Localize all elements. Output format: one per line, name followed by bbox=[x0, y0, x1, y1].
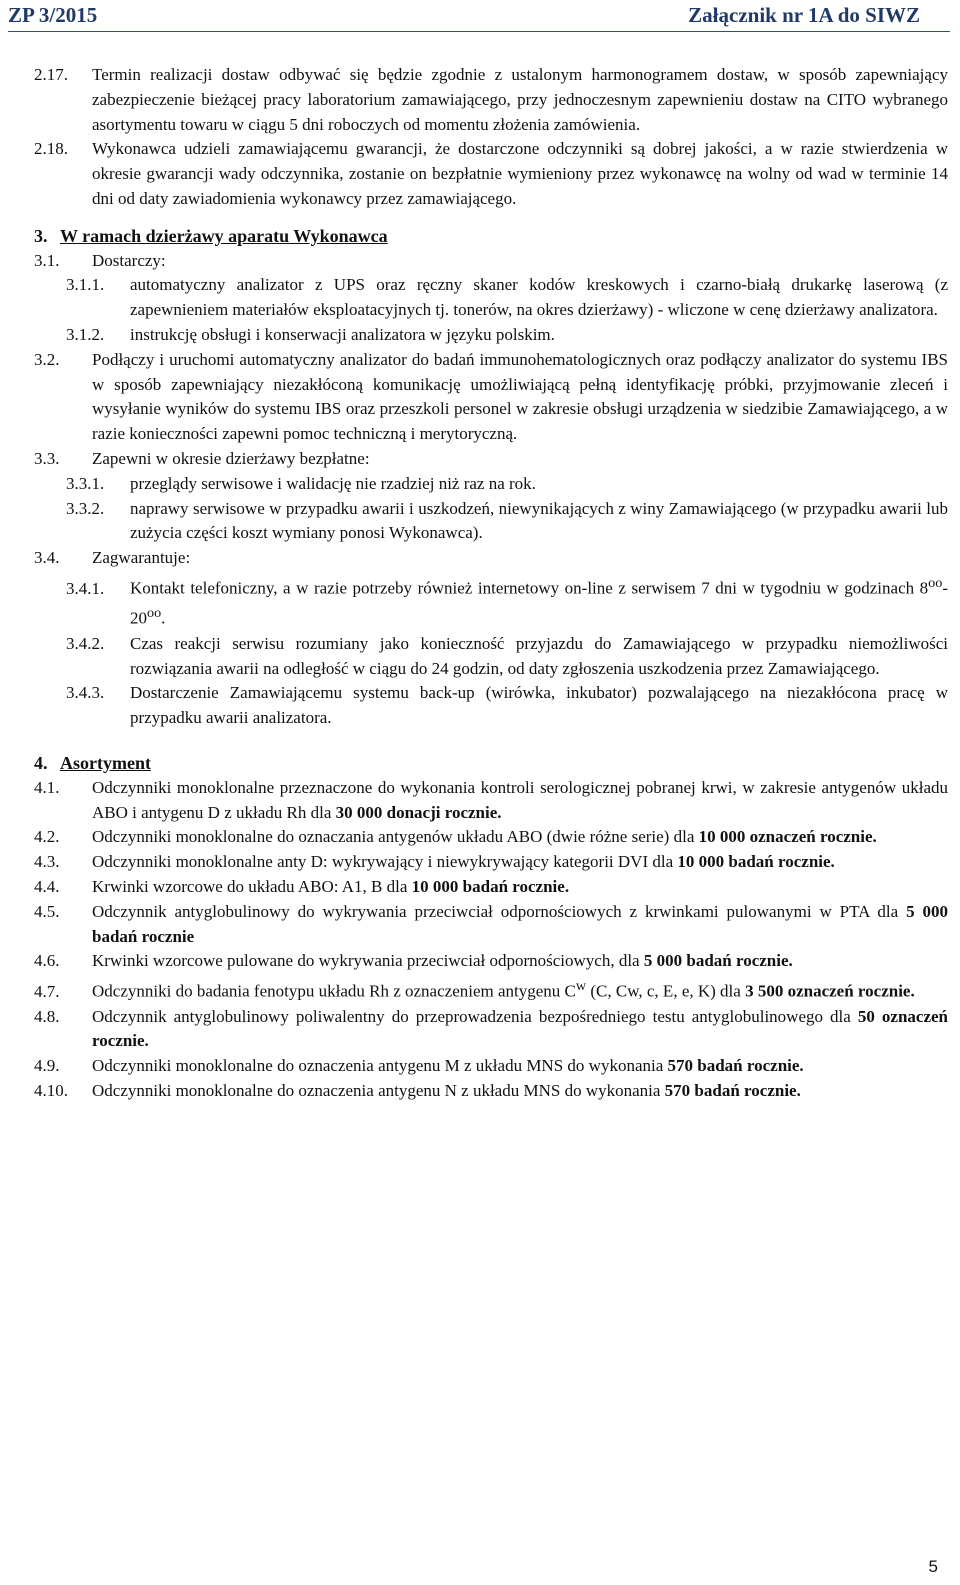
item-number: 4.9. bbox=[34, 1056, 60, 1076]
clause-number: 3.4. bbox=[34, 548, 60, 568]
document-body bbox=[34, 63, 948, 1104]
item-text bbox=[92, 1005, 948, 1055]
section-title: W ramach dzierżawy aparatu Wykonawca bbox=[60, 225, 388, 246]
clause-number: 3.3. bbox=[34, 448, 60, 468]
item-4-2 bbox=[34, 825, 948, 850]
text-part: Krwinki wzorcowe pulowane do wykrywania przeciwciał odpornościowych, dla bbox=[92, 951, 644, 971]
section-title: Asortyment bbox=[60, 753, 151, 774]
superscript: oo bbox=[147, 605, 162, 622]
item-4-6 bbox=[34, 949, 948, 974]
bold-quantity: 10 000 badań rocznie. bbox=[677, 852, 835, 872]
bold-quantity: 10 000 badań rocznie. bbox=[411, 877, 570, 897]
superscript: w bbox=[575, 978, 587, 995]
item-number: 4.5. bbox=[34, 901, 60, 921]
item-4-10 bbox=[34, 1079, 948, 1104]
section-number: 4. bbox=[34, 753, 48, 774]
clause-number: 3.4.1. bbox=[66, 578, 105, 598]
section-3-heading bbox=[34, 224, 948, 249]
item-number: 4.8. bbox=[34, 1006, 60, 1026]
clause-number: 3.1.2. bbox=[66, 324, 105, 344]
item-text bbox=[92, 949, 948, 974]
item-4-7 bbox=[34, 974, 948, 1004]
clause-3-4 bbox=[34, 546, 948, 571]
clause-text bbox=[130, 571, 948, 632]
clause-text: Wykonawca udzieli zamawiającemu gwarancji, że dostarczone odczynniki są dobrej jakości, a w razie stwierdzenia w okresie gwarancji wady odczynnika, zostanie on bezpłatnie wymieniony przez wykonawcę na wolny od wad w terminie 14 dni od daty zawiadomienia wykonawcy przez zamawiającego. bbox=[92, 139, 948, 208]
clause-text: Dostarczenie Zamawiającemu systemu back-up (wirówka, inkubator) pozwalającego na niezakłócona pracę w przypadku awarii analizatora. bbox=[130, 683, 948, 728]
clause-text: Podłączy i uruchomi automatyczny analizator do badań immunohematologicznych oraz podłączy analizator do systemu IBS w sposób zapewniający niezakłóconą komunikację umożliwiającą pełną identyfikację próbki, przyjmowanie zleceń i wysyłanie wyników do systemu IBS oraz przeszkoli personel w zakresie obsługi urządzenia w siedzibie Zamawiającego, a w razie konieczności zapewni pomoc techniczną i merytoryczną. bbox=[92, 349, 948, 444]
text-part: Odczynniki monoklonalne do oznaczenia antygenu M z układu MNS do wykonania bbox=[92, 1056, 668, 1076]
clause-3-1-1 bbox=[34, 273, 948, 323]
item-4-4 bbox=[34, 875, 948, 900]
clause-text: Zagwarantuje: bbox=[92, 548, 191, 568]
text-part: Odczynniki monoklonalne do oznaczania antygenów układu ABO (dwie różne serie) dla bbox=[92, 827, 699, 847]
text-part: . bbox=[161, 609, 166, 629]
clause-number: 2.17. bbox=[34, 65, 68, 84]
item-text bbox=[92, 900, 948, 950]
text-part: (C, Cw, c, E, e, K) dla bbox=[586, 981, 746, 1001]
clause-text: Zapewni w okresie dzierżawy bezpłatne: bbox=[92, 448, 370, 468]
bold-quantity: 3 500 oznaczeń rocznie. bbox=[745, 981, 915, 1001]
page-header bbox=[0, 0, 960, 34]
text-part: Odczynniki do badania fenotypu układu Rh z oznaczeniem antygenu C bbox=[92, 981, 576, 1001]
clause-3-3 bbox=[34, 447, 948, 472]
bold-quantity: 50 oznaczeń rocznie. bbox=[92, 1006, 948, 1051]
clause-3-4-2 bbox=[34, 632, 948, 682]
bold-quantity: 5 000 badań rocznie bbox=[92, 901, 949, 946]
document-reference: ZP 3/2015 bbox=[8, 3, 98, 27]
text-part: Odczynniki monoklonalne przeznaczone do wykonania kontroli serologicznej pobranej krwi, w zakresie antygenów układu ABO i antygenu D z układu Rh dla bbox=[92, 777, 948, 822]
clause-number: 3.3.2. bbox=[66, 498, 105, 518]
item-text bbox=[92, 850, 948, 875]
item-number: 4.2. bbox=[34, 827, 60, 847]
clause-3-3-1 bbox=[34, 472, 948, 497]
clause-3-1 bbox=[34, 249, 948, 274]
clause-3-3-2 bbox=[34, 497, 948, 547]
header-divider bbox=[8, 31, 950, 32]
item-4-1 bbox=[34, 776, 948, 826]
section-number: 3. bbox=[34, 225, 48, 246]
attachment-label: Załącznik nr 1A do SIWZ bbox=[688, 3, 920, 27]
clause-text: instrukcję obsługi i konserwacji analizatora w języku polskim. bbox=[130, 324, 555, 344]
section-4-heading bbox=[34, 751, 948, 776]
item-4-8 bbox=[34, 1005, 948, 1055]
clause-text: Dostarczy: bbox=[92, 250, 166, 270]
clause-text: automatyczny analizator z UPS oraz ręczny skaner kodów kreskowych i czarno-białą drukarkę laserową (z zapewnieniem materiałów eksploatacyjnych tj. tonerów, na okres dzierżawy) - wliczone w cenę dzierżawy analizatora. bbox=[130, 275, 948, 320]
bold-quantity: 10 000 oznaczeń rocznie. bbox=[698, 827, 877, 847]
text-part: Kontakt telefoniczny, a w razie potrzeby również internetowy on-line z serwisem 7 dni w tygodniu w godzinach 8 bbox=[130, 578, 929, 598]
text-part: Odczynniki monoklonalne do oznaczenia antygenu N z układu MNS do wykonania bbox=[92, 1081, 665, 1101]
clause-number: 3.1.1. bbox=[66, 275, 105, 295]
item-number: 4.3. bbox=[34, 852, 60, 872]
clause-number: 3.4.3. bbox=[66, 683, 105, 703]
item-text bbox=[92, 875, 948, 900]
item-number: 4.10. bbox=[34, 1081, 68, 1101]
clause-text: Czas reakcji serwisu rozumiany jako konieczność przyjazdu do Zamawiającego w przypadku niemożliwości rozwiązania awarii na odległość w ciągu do 24 godzin, od daty zgłoszenia uszkodzenia przez Zamawiającego. bbox=[130, 633, 948, 678]
clause-number: 3.1. bbox=[34, 250, 60, 270]
clause-3-4-1 bbox=[34, 571, 948, 632]
clause-text: Termin realizacji dostaw odbywać się będzie zgodnie z ustalonym harmonogramem dostaw, w sposób zapewniający zabezpieczenie bieżącej pracy laboratorium zamawiającego, przy jednoczesnym zapewnieniu dostaw na CITO wybranego asortymentu towaru w ciągu 5 dni roboczych od momentu złożenia zamówienia. bbox=[92, 65, 948, 134]
item-text bbox=[92, 825, 948, 850]
bold-quantity: 5 000 badań rocznie. bbox=[643, 951, 793, 971]
item-text bbox=[92, 1079, 948, 1104]
item-text bbox=[92, 974, 948, 1004]
clause-text: przeglądy serwisowe i walidację nie rzadziej niż raz na rok. bbox=[130, 473, 536, 493]
item-number: 4.7. bbox=[34, 981, 60, 1001]
text-part: Odczynniki monoklonalne anty D: wykrywający i niewykrywający kategorii DVI dla bbox=[92, 852, 678, 872]
clause-2-17 bbox=[34, 63, 948, 137]
clause-text: naprawy serwisowe w przypadku awarii i uszkodzeń, niewynikających z winy Zamawiającego (w przypadku awarii lub zużycia części koszt wymiany ponosi Wykonawca). bbox=[130, 498, 948, 543]
bold-quantity: 570 badań rocznie. bbox=[664, 1081, 801, 1101]
text-part: Odczynnik antyglobulinowy do wykrywania przeciwciał odpornościowych z krwinkami pulowanymi w PTA dla bbox=[92, 901, 907, 921]
item-number: 4.4. bbox=[34, 877, 60, 897]
clause-number: 2.18. bbox=[34, 139, 68, 159]
item-4-9 bbox=[34, 1054, 948, 1079]
page-number: 5 bbox=[928, 1557, 938, 1576]
item-number: 4.6. bbox=[34, 951, 60, 971]
text-part: Odczynnik antyglobulinowy poliwalentny do przeprowadzenia bezpośredniego testu antyglobulinowego dla bbox=[92, 1006, 858, 1026]
clause-3-2 bbox=[34, 348, 948, 447]
clause-number: 3.3.1. bbox=[66, 473, 105, 493]
bold-quantity: 570 badań rocznie. bbox=[667, 1056, 804, 1076]
text-part: Krwinki wzorcowe do układu ABO: A1, B dla bbox=[92, 877, 412, 897]
bold-quantity: 30 000 donacji rocznie. bbox=[335, 802, 502, 822]
clause-number: 3.4.2. bbox=[66, 633, 105, 653]
item-number: 4.1. bbox=[34, 777, 60, 797]
item-text bbox=[92, 1054, 948, 1079]
clause-2-18 bbox=[34, 137, 948, 211]
text-part: -20 bbox=[130, 578, 948, 629]
clause-3-4-3 bbox=[34, 681, 948, 731]
item-4-5 bbox=[34, 900, 948, 950]
item-4-3 bbox=[34, 850, 948, 875]
item-text bbox=[92, 776, 948, 826]
clause-3-1-2 bbox=[34, 323, 948, 348]
superscript: oo bbox=[928, 574, 943, 591]
clause-number: 3.2. bbox=[34, 349, 60, 369]
